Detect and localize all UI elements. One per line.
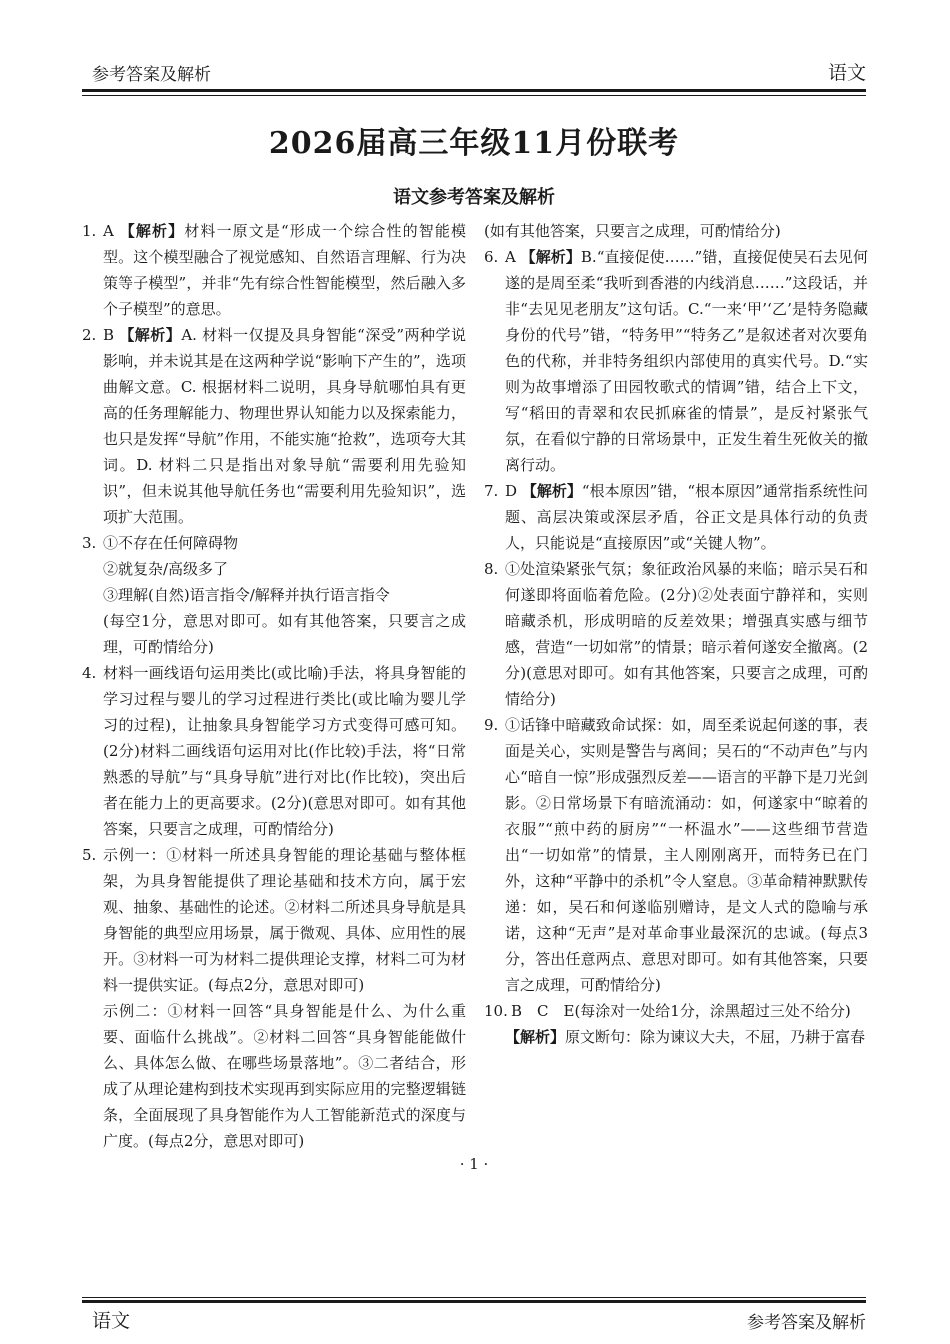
item-number: 6. <box>484 248 499 266</box>
scoring-note: (每空1分，意思对即可。如有其他答案，只要言之成理，可酌情给分) <box>103 612 466 656</box>
answer-line-1: ①不存在任何障碍物 <box>103 534 239 552</box>
document-subtitle: 语文参考答案及解析 <box>393 187 555 208</box>
item-5-note: (如有其他答案，只要言之成理，可酌情给分) <box>484 222 781 240</box>
answer-item-10 <box>484 998 868 1024</box>
item-number: 7. <box>484 482 499 500</box>
answer-item-8 <box>484 556 868 712</box>
item-number: 5. <box>82 846 97 864</box>
analysis-tag: 【解析】 <box>505 1028 566 1046</box>
answer-text: ①话锋中暗藏致命试探：如，周至柔说起何遂的事，表面是关心，实则是警告与离间；吴石的“不动声色”与内心“暗自一惊”形成强烈反差——语言的平静下是刀光剑影。②日常场景下有暗流涌动：如，何遂家中“晾着的衣服”“煎中药的厨房”“一杯温水”——这些细节营造出“一切如常”的情景，主人刚刚离开，而特务已在门外，这种“平静中的杀机”令人窒息。③革命精神默默传递：如，吴石和何遂临别赠诗，是文人式的隐喻与承诺，这种“无声”是对革命事业最深沉的忠诚。(每点3分，答出任意两点、意思对即可。如有其他答案，只要言之成理，可酌情给分) <box>505 716 868 994</box>
document-title: 2026届高三年级11月份联考 <box>268 126 680 161</box>
scoring-note: (每涂对一处给1分，涂黑超过三处不给分) <box>574 1002 851 1020</box>
header-subject-label: 语文 <box>827 62 866 84</box>
footer-subject-label: 语文 <box>92 1310 131 1332</box>
answer-item-3 <box>82 530 466 660</box>
answer-text: 材料一画线语句运用类比(或比喻)手法，将具身智能的学习过程与婴儿的学习过程进行类比(或比喻为婴儿学习的过程)，让抽象具身智能学习方式变得可感可知。(2分)材料二画线语句运用对比(作比较)手法，将“日常熟悉的导航”与“具身导航”进行对比(作比较)，突出后者在能力上的更高要求。(2分)(意思对即可。如有其他答案，只要言之成理，可酌情给分) <box>103 664 466 838</box>
analysis-tag: 【解析】 <box>520 248 581 266</box>
header-left-label: 参考答案及解析 <box>92 65 211 85</box>
item-number: 1. <box>82 222 97 240</box>
analysis-text: A. 材料一仅提及具身智能“深受”两种学说影响，并未说其是在这两种学说“影响下产生的”，选项曲解文意。C. 根据材料二说明，具身导航哪怕具有更高的任务理解能力、物理世界认知能力以及探索能力，也只是发挥“导航”作用，不能实施“抢救”，选项夸大其词。D. 材料二只是指出对象导航“需要利用先验知识”，但未说其他导航任务也“需要利用先验知识”，选项扩大范围。 <box>103 326 466 526</box>
analysis-tag: 【解析】 <box>521 482 582 500</box>
item-number: 3. <box>82 534 97 552</box>
answer-item-6 <box>484 244 868 478</box>
answer-choice: D <box>505 482 518 500</box>
item-number: 2. <box>82 326 97 344</box>
footer-right-label: 参考答案及解析 <box>747 1313 866 1333</box>
answer-choice: A <box>505 248 516 266</box>
item-number: 9. <box>484 716 499 734</box>
analysis-tag: 【解析】 <box>119 222 185 240</box>
analysis-text: 原文断句：除为谏议大夫，不屈，乃耕于富春 <box>565 1028 866 1046</box>
item-number: 10. <box>484 1002 508 1020</box>
left-column <box>82 218 466 1154</box>
answer-choice: A <box>103 222 114 240</box>
item-10-analysis <box>484 1024 868 1050</box>
item-number: 4. <box>82 664 97 682</box>
answer-choice: B <box>103 326 115 344</box>
header-rule-thin <box>82 95 866 96</box>
answer-item-7 <box>484 478 868 556</box>
answer-item-4 <box>82 660 466 842</box>
answer-text: ①处渲染紧张气氛；象征政治风暴的来临；暗示吴石和何遂即将面临着危险。(2分)②处表面宁静祥和，实则暗藏杀机，形成明暗的反差效果；增强真实感与细节感，营造“一切如常”的情景；暗示着何遂安全撤离。(2分)(意思对即可。如有其他答案，只要言之成理，可酌情给分) <box>505 560 868 708</box>
page-number: · 1 · <box>459 1155 489 1173</box>
answer-item-1 <box>82 218 466 322</box>
answer-line-3: ③理解(自然)语言指令/解释并执行语言指令 <box>103 586 390 604</box>
answer-item-9 <box>484 712 868 998</box>
header-rule-thick <box>82 89 866 92</box>
answer-item-5 <box>82 842 466 1154</box>
footer-rule-thick <box>82 1300 866 1303</box>
footer-rule-thin <box>82 1297 866 1298</box>
analysis-text: “根本原因”错，“根本原因”通常指系统性问题、高层决策或深层矛盾，谷正文是具体行动的负责人，只能说是“直接原因”或“关键人物”。 <box>505 482 868 552</box>
answer-line-2: ②就复杂/高级多了 <box>103 560 229 578</box>
analysis-tag: 【解析】 <box>119 326 182 344</box>
right-column <box>484 218 868 1050</box>
answer-item-2 <box>82 322 466 530</box>
analysis-text: B.“直接促使……”错，直接促使吴石去见何遂的是周至柔“我听到香港的内线消息……”这段话，并非“去见见老朋友”这句话。C.“一来‘甲’‘乙’是特务隐藏身份的代号”错，“特务甲”“特务乙”是叙述者对次要角色的代称，并非特务组织内部使用的真实代号。D.“实则为故事增添了田园牧歌式的情调”错，结合上下文，写“稻田的青翠和农民抓麻雀的情景”，是反衬紧张气氛，在看似宁静的日常场景中，正发生着生死攸关的撤离行动。 <box>505 248 868 474</box>
answer-choice: B C E <box>511 1002 575 1020</box>
page-footer <box>92 1306 866 1332</box>
item-number: 8. <box>484 560 499 578</box>
example-two: 示例二：①材料一回答“具身智能是什么、为什么重要、面临什么挑战”。②材料二回答“具身智能能做什么、具体怎么做、在哪些场景落地”。③二者结合，形成了从理论建构到技术实现再到实际应用的完整逻辑链条，全面展现了具身智能作为人工智能新范式的深度与广度。(每点2分，意思对即可) <box>103 1002 466 1150</box>
analysis-text: 材料一原文是“形成一个综合性的智能模型。这个模型融合了视觉感知、自然语言理解、行为决策等子模型”，并非“先有综合性智能模型，然后融入多个子模型”的意思。 <box>103 222 466 318</box>
example-one: 示例一：①材料一所述具身智能的理论基础与整体框架，为具身智能提供了理论基础和技术方向，属于宏观、抽象、基础性的论述。②材料二所述具身导航是具身智能的典型应用场景，属于微观、具体、应用性的展开。③材料一可为材料二提供理论支撑，材料二可为材料一提供实证。(每点2分，意思对即可) <box>103 846 466 994</box>
page-header <box>92 60 866 86</box>
